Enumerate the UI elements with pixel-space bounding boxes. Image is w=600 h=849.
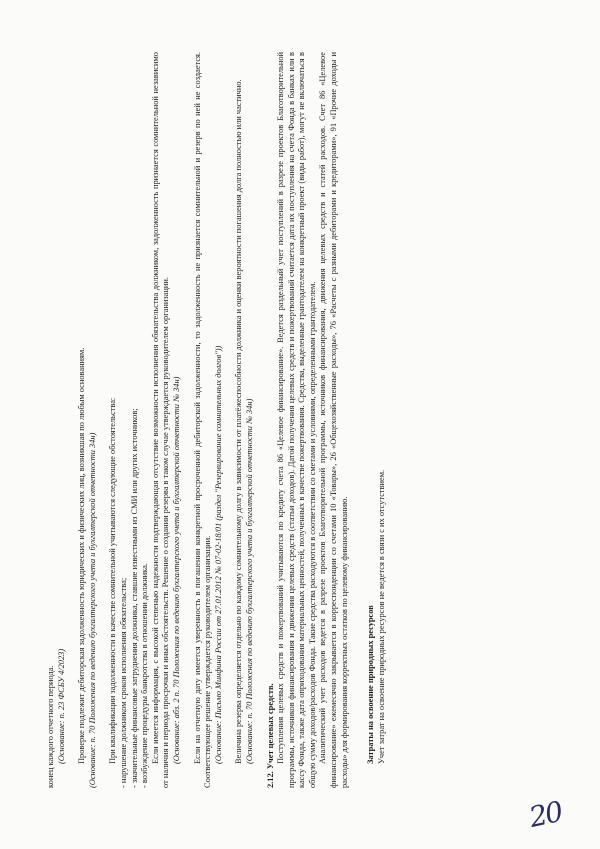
list-item-overdue: - нарушение должником сроков исполнения обязательства;	[118, 577, 128, 788]
list-item-bankruptcy: - возбуждение процедуры банкротства в отношении должника.	[140, 563, 150, 788]
paragraph-period-end: конец каждого отчетного периода.	[46, 665, 55, 788]
section-heading-natural-resources: Затраты на освоение природных ресурсов	[366, 605, 376, 764]
basis-fsbu: (Основание: п. 23 ФСБУ 4/2023)	[56, 648, 66, 764]
list-item-financial-difficulty: - значительные финансовые затруднения должника, ставшие известными из СМИ или других источников;	[129, 408, 139, 788]
basis-p70: (Основание: п. 70 Положения по ведению бухгалтерского учета и бухгалтерской отчетности 34н)	[87, 432, 97, 788]
paragraph-repayment-certainty: Если на отчетную дату имеется уверенность в погашении конкретной просроченной дебиторской задолженности, то задолженность не признается сомнительной и резерв по ней не создается. Соответствующее решение утверждается руководителем организации.	[192, 52, 213, 788]
rotated-document-body	[40, 40, 560, 800]
paragraph-reliable-info: Если имеется информация, с высокой степенью надежности подтверждающая отсутствие возможности исполнения обязательства должником, задолженность признается сомнительной независимо от наличия и периода просрочки и иных обстоятельств. Решение о создании резерва в таком случае утверждается руководителем организации.	[150, 52, 171, 788]
paragraph-reserve-amount: Величина резерва определяется отдельно по каждому сомнительному долгу в зависимости от платёжеспособности должника и оценки вероятности погашения долга полностью или частично.	[234, 79, 244, 764]
paragraph-receivables-check: Проверке подлежит дебиторская задолженность юридических и физических лиц, возникшая по любым основаниям.	[77, 347, 87, 764]
paragraph-doubtful-criteria: При квалификации задолженности в качестве сомнительной учитываются следующие обстоятельства:	[108, 397, 118, 764]
handwritten-page-number: 20	[526, 795, 565, 834]
basis-minfin-letter: (Основание: Письмо Минфина России от 27.01.2012 № 07-02-18/01 (раздел "Резервирование сомнительных долгов"))	[213, 345, 223, 764]
paragraph-target-funds: Поступления целевых средств и пожертвований учитываются по кредиту счета 86 «Целевое финансирование». Ведется раздельный учет поступлений в разрезе проектов Благотворительной программы, источников финансирования и движения целевых средств (статьи доходов). Датой получения целевых средств и пожертвований считается дата их поступления на счета Фонда в банках или в кассу Фонда, также дата оприходования материальных ценностей, полученных в качестве пожертвования. Средства, выделенные грантодателем на конкретный проект (виды работ), могут не включаться в общую сумму доходов/расходов Фонда. Такие средства расходуются в соответствии со сметами и условиями, определенными грантодателем.	[276, 52, 317, 788]
basis-p70-34n: (Основание: п. 70 Положения по ведению бухгалтерского учета и бухгалтерской отчетности № 34н)	[244, 398, 254, 764]
paragraph-analytical-accounting: Аналитический учет расходов ведется в разрезе проектов Благотворительной программы, источников финансирования, движения целевых средств и статей расходов. Счет 86 «Целевое финансирование» ежемесячно закрывается в корреспонденции со счетами 10 «Товары», 26 «Общехозяйственные расходы», 76 «Расчеты с разными дебиторами и кредиторами», 91 «Прочие доходы и расходы» для формирования корректных остатков по целевому финансированию.	[318, 52, 349, 788]
paragraph-natural-resources: Учет затрат на освоение природных ресурсов не ведется в связи с их отсутствием.	[376, 469, 386, 764]
basis-abz2-p70: (Основание: абз. 2 п. 70 Положения по ведению бухгалтерского учета и бухгалтерской отчетности № 34н)	[171, 376, 181, 764]
section-heading-target-funds: 2.12. Учет целевых средств.	[265, 683, 275, 788]
